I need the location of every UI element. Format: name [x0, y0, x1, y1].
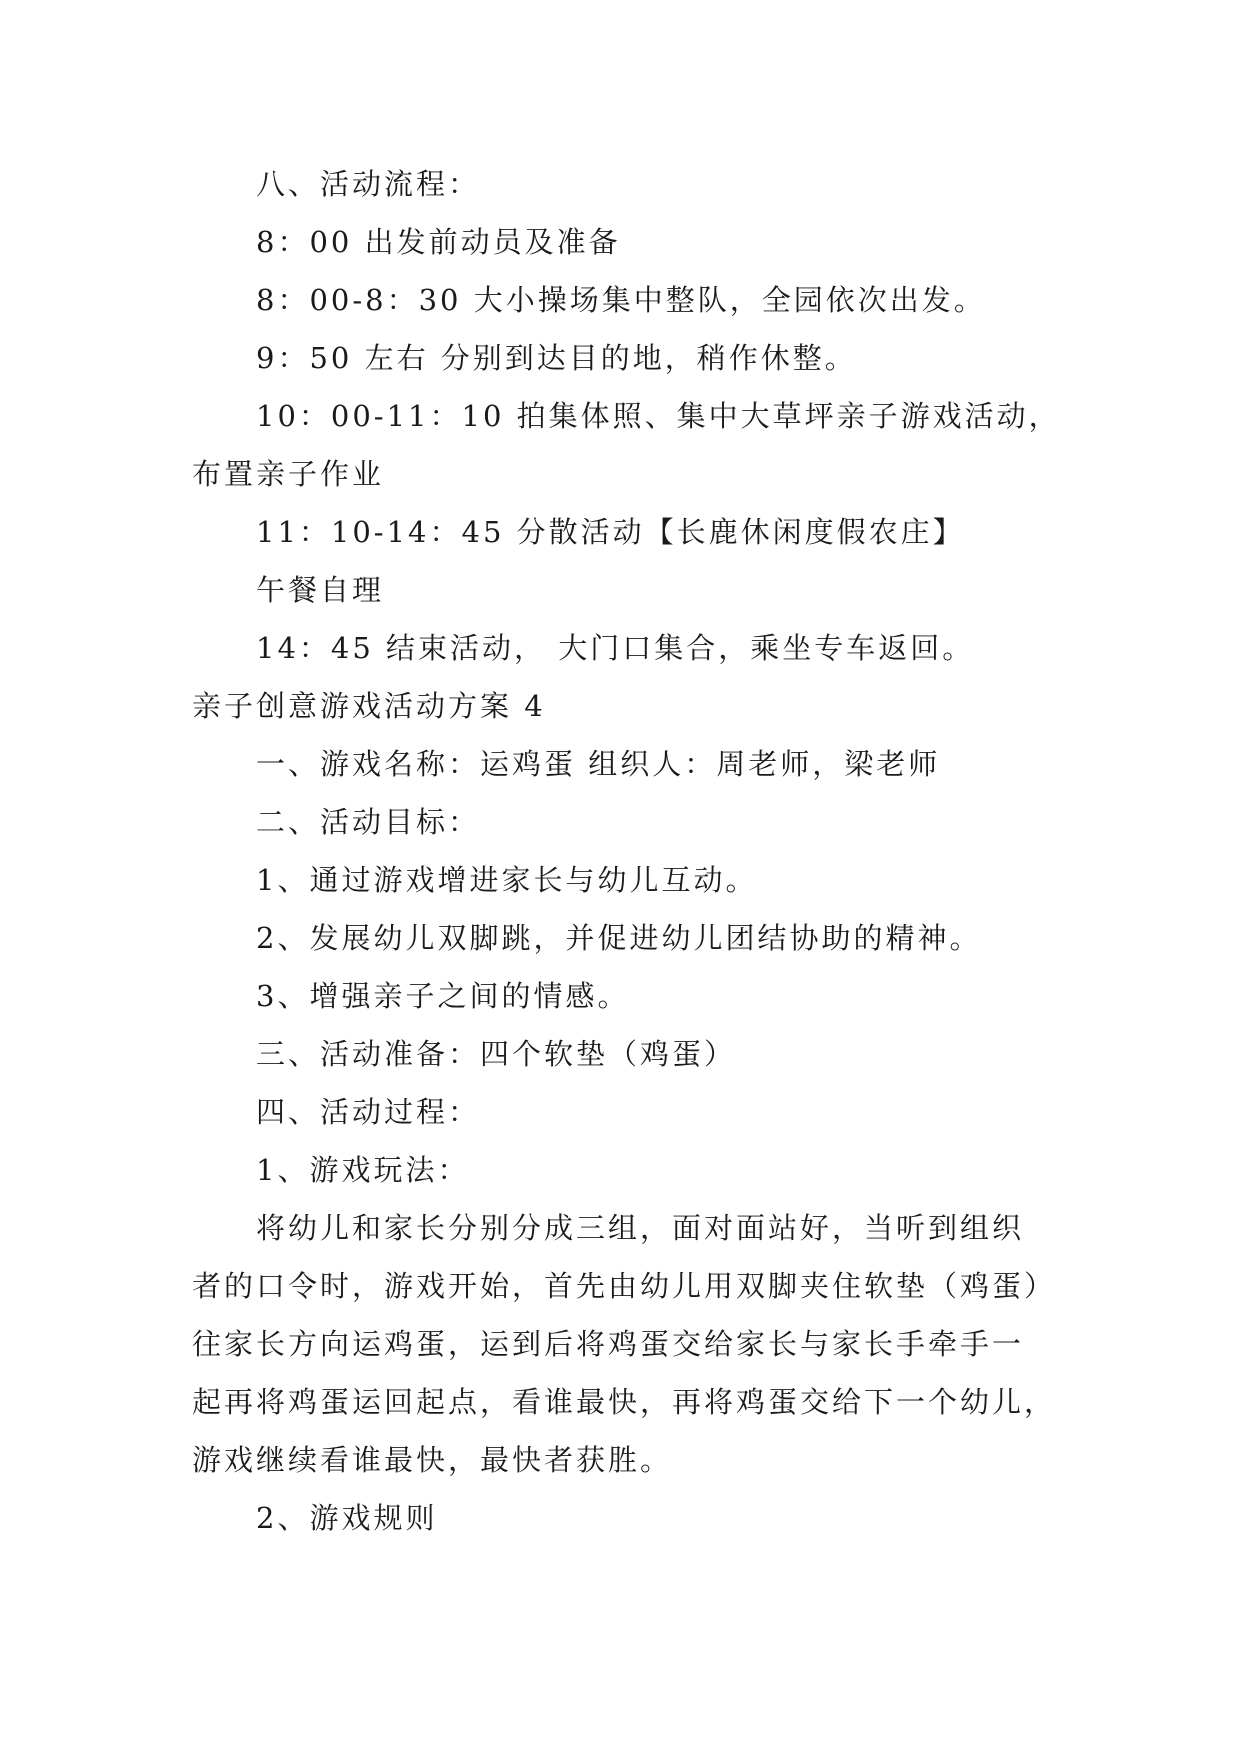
- section-game-name: 一、游戏名称：运鸡蛋 组织人：周老师，梁老师: [256, 747, 941, 781]
- subheading-rules: 2、游戏规则: [256, 1501, 438, 1535]
- schedule-item: 午餐自理: [256, 573, 385, 607]
- schedule-item: 11：10-14：45 分散活动【长鹿休闲度假农庄】: [256, 515, 965, 549]
- goal-item: 2、发展幼儿双脚跳，并促进幼儿团结协助的精神。: [256, 921, 982, 955]
- plan-title: 亲子创意游戏活动方案 4: [192, 689, 546, 723]
- paragraph-line: 者的口令时，游戏开始，首先由幼儿用双脚夹住软垫（鸡蛋）: [192, 1269, 1057, 1303]
- section-preparation: 三、活动准备：四个软垫（鸡蛋）: [256, 1037, 737, 1071]
- schedule-item-continued: 布置亲子作业: [192, 457, 385, 491]
- section-heading-activity-flow: 八、活动流程：: [256, 167, 481, 201]
- section-heading-process: 四、活动过程：: [256, 1095, 481, 1129]
- subheading-how-to-play: 1、游戏玩法：: [256, 1153, 470, 1187]
- goal-item: 1、通过游戏增进家长与幼儿互动。: [256, 863, 758, 897]
- paragraph-line: 将幼儿和家长分别分成三组，面对面站好，当听到组织: [256, 1211, 1025, 1245]
- paragraph-line: 起再将鸡蛋运回起点，看谁最快，再将鸡蛋交给下一个幼儿，: [192, 1385, 1057, 1419]
- paragraph-line: 往家长方向运鸡蛋，运到后将鸡蛋交给家长与家长手牵手一: [192, 1327, 1025, 1361]
- paragraph-line: 游戏继续看谁最快，最快者获胜。: [192, 1443, 673, 1477]
- section-heading-goals: 二、活动目标：: [256, 805, 481, 839]
- schedule-item: 8：00 出发前动员及准备: [256, 225, 621, 259]
- goal-item: 3、增强亲子之间的情感。: [256, 979, 630, 1013]
- schedule-item: 10：00-11：10 拍集体照、集中大草坪亲子游戏活动，: [256, 399, 1061, 433]
- schedule-item: 14：45 结束活动， 大门口集合，乘坐专车返回。: [256, 631, 975, 665]
- schedule-item: 9：50 左右 分别到达目的地，稍作休整。: [256, 341, 857, 375]
- schedule-item: 8：00-8：30 大小操场集中整队，全园依次出发。: [256, 283, 986, 317]
